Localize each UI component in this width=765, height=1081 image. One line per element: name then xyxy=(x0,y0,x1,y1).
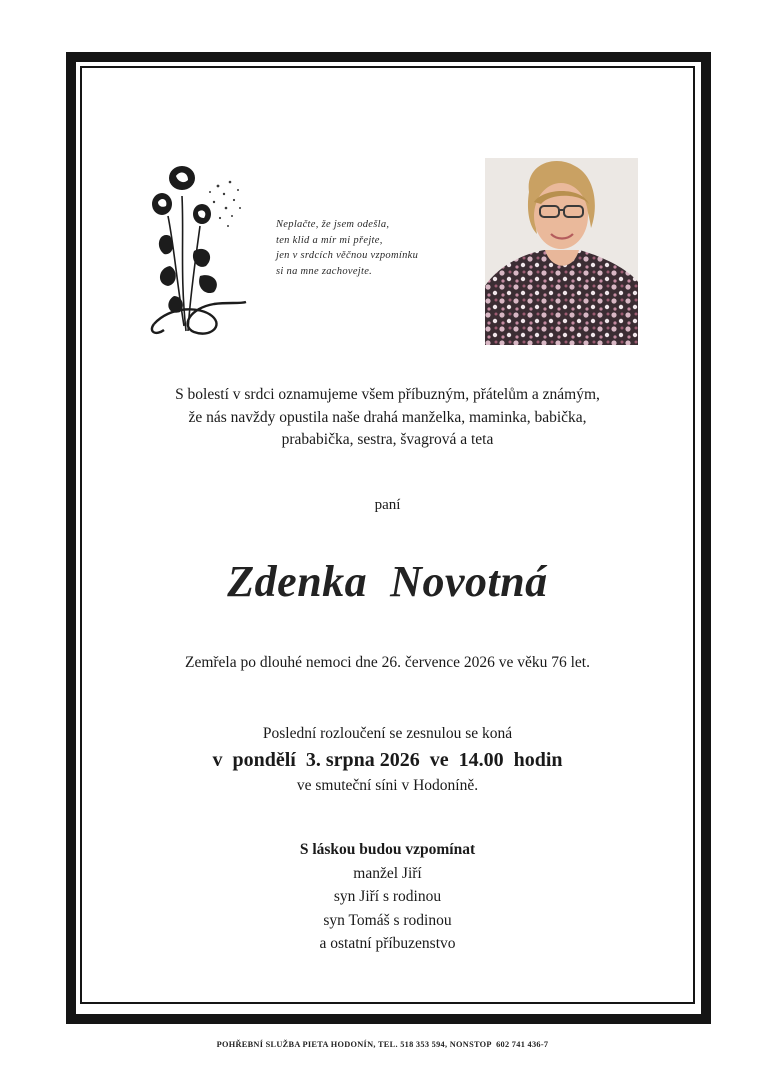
deceased-name: Zdenka Novotná xyxy=(227,557,548,606)
poem-line: ten klid a mír mi přejte, xyxy=(276,234,383,246)
funeral-service-footer: POHŘEBNÍ SLUŽBA PIETA HODONÍN, TEL. 518 353 594, NONSTOP 602 741 436-7 xyxy=(216,1040,549,1049)
poem-line: jen v srdcích věčnou vzpomínku xyxy=(276,250,419,261)
farewell-ceremony xyxy=(80,722,695,798)
honorific: paní xyxy=(374,497,401,513)
death-announcement xyxy=(80,384,695,452)
mourners-list xyxy=(80,838,695,956)
farewell-datetime: v pondělí 3. srpna 2026 ve 14.00 hodin xyxy=(212,749,563,771)
mourner-name: syn Jiří s rodinou xyxy=(333,888,442,905)
memorial-poem xyxy=(276,217,476,279)
mourner-name: manžel Jiří xyxy=(353,864,422,882)
announcement-line: že nás navždy opustila naše drahá manželka, maminka, babička, xyxy=(188,408,587,426)
farewell-intro: Poslední rozloučení se zesnulou se koná xyxy=(262,725,513,742)
announcement-line: prababička, sestra, švagrová a teta xyxy=(281,431,494,448)
rose-ribbon-icon xyxy=(140,156,250,341)
mourner-name: syn Tomáš s rodinou xyxy=(323,911,452,929)
farewell-place: ve smuteční síni v Hodoníně. xyxy=(296,777,479,794)
mourners-heading: S láskou budou vzpomínat xyxy=(299,841,476,858)
death-notice: Zemřela po dlouhé nemoci dne 26. července 2026 ve věku 76 let. xyxy=(184,654,590,671)
announcement-line: S bolestí v srdci oznamujeme všem příbuzným, přátelům a známým, xyxy=(175,386,600,403)
mourner-name: a ostatní příbuzenstvo xyxy=(319,935,456,952)
poem-line: Neplačte, že jsem odešla, xyxy=(276,219,390,230)
poem-line: si na mne zachovejte. xyxy=(276,265,373,277)
portrait-photo xyxy=(485,158,638,345)
